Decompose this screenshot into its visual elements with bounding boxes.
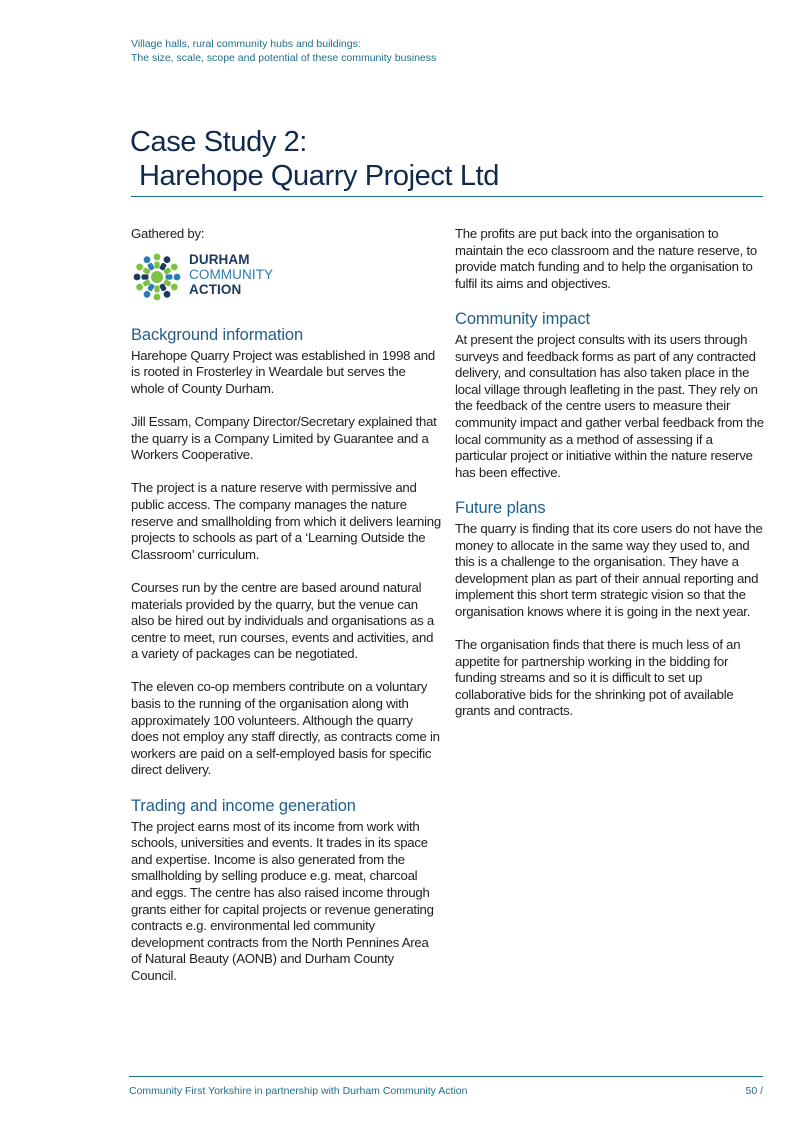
running-header xyxy=(131,37,631,65)
background-paragraph-1: Harehope Quarry Project was established in 1998 and is rooted in Frosterley in Weardale but serves the whole of County Durham. xyxy=(131,347,435,396)
trading-paragraph-1: The project earns most of its income from work with schools, universities and events. It trades in its space and expertise. Income is also generated from the smallholding by selling produce e.g. meat, charcoal and eggs. The centre has also raised income through grants either for capital projects or revenue generating contracts e.g. environmental led community development contracts from the North Pennines Area of Natural Beauty (AONB) and Durham County Council. xyxy=(131,818,434,983)
background-paragraph-2: Jill Essam, Company Director/Secretary explained that the quarry is a Company Limited by Guarantee and a Workers Cooperative. xyxy=(131,413,437,463)
future-heading: Future plans xyxy=(455,498,546,517)
running-header-line2: The size, scale, scope and potential of these community business xyxy=(131,52,437,64)
logo-line1: DURHAM xyxy=(189,251,250,267)
people-circle-icon xyxy=(131,251,183,303)
profits-paragraph: The profits are put back into the organisation to maintain the eco classroom and the nature reserve, to provide match funding and to help the organisation to fulfil its aims and objectives. xyxy=(455,226,757,291)
future-paragraph-2: The organisation finds that there is much less of an appetite for partnership working in the bidding for funding streams and so it is difficult to set up collaborative bids for the shrinking pot of available grants and contracts. xyxy=(455,637,741,719)
impact-heading: Community impact xyxy=(455,309,591,328)
logo-line2: COMMUNITY xyxy=(189,266,274,282)
title-line2: Harehope Quarry Project Ltd xyxy=(139,160,499,192)
running-header-line1: Village halls, rural community hubs and buildings: xyxy=(131,38,361,50)
title-divider xyxy=(131,196,763,197)
page-title xyxy=(130,125,499,193)
background-paragraph-5: The eleven co-op members contribute on a voluntary basis to the running of the organisation along with approximately 100 volunteers. Although the quarry does not employ any staff directly, as contracts come in workers are paid on a self-employed basis for specific direct delivery. xyxy=(131,679,440,778)
title-line1: Case Study 2: xyxy=(130,126,307,158)
background-paragraph-4: Courses run by the centre are based around natural materials provided by the quarry, but the venue can also be hired out by individuals and organisations as a centre to meet, run courses, events and activities, and a variety of packages can be negotiated. xyxy=(131,579,434,662)
gathered-by-label: Gathered by: xyxy=(131,226,205,241)
trading-heading: Trading and income generation xyxy=(131,796,356,815)
background-heading: Background information xyxy=(131,325,304,344)
footer-divider xyxy=(129,1076,763,1077)
page-number: 50 / xyxy=(745,1085,763,1097)
future-paragraph-1: The quarry is finding that its core users do not have the money to allocate in the same way they used to, and this is a challenge to the organisation. They have a development plan as part of their annual reporting and implement this short term strategic vision so that the organisation knows where it is going in the next year. xyxy=(455,520,763,619)
background-paragraph-3: The project is a nature reserve with permissive and public access. The company manages the nature reserve and smallholding from which it delivers learning projects to schools as part of a ‘Learning Outside the Classroom’ curriculum. xyxy=(131,480,441,562)
impact-paragraph-1: At present the project consults with its users through surveys and feedback forms as part of any contracted delivery, and consultation has also taken place in the local village through leafleting in the past. They rely on the feedback of the centre users to measure their community impact and gather verbal feedback from the local community as a method of assessing if a particular project or initiative within the nature reserve has been effective. xyxy=(455,331,764,480)
logo-line3: ACTION xyxy=(189,281,242,297)
right-column xyxy=(455,226,765,737)
footer-text: Community First Yorkshire in partnership with Durham Community Action xyxy=(129,1085,468,1097)
logo-wordmark xyxy=(189,252,273,297)
durham-community-action-logo xyxy=(131,251,441,303)
left-column xyxy=(131,226,441,1001)
